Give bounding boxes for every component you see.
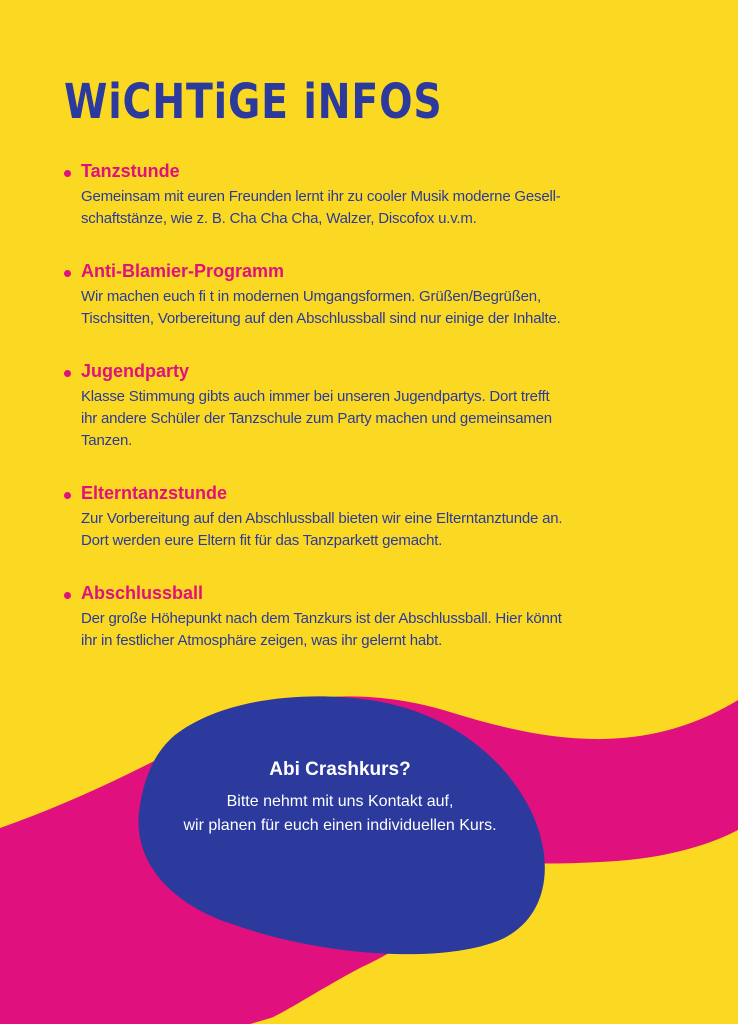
item-body-line: ihr andere Schüler der Tanzschule zum Party machen und gemeinsamen xyxy=(81,410,552,427)
item-body-line: ihr in festlicher Atmosphäre zeigen, was ihr gelernt habt. xyxy=(81,632,443,649)
crashkurs-callout xyxy=(140,758,540,838)
crashkurs-body xyxy=(140,790,540,838)
bullet-icon xyxy=(64,592,71,599)
item-body xyxy=(81,286,664,330)
item-body-line: Dort werden eure Eltern fit für das Tanzparkett gemacht. xyxy=(81,532,443,549)
list-item xyxy=(64,360,664,452)
item-body-line: Tanzen. xyxy=(81,432,133,449)
bullet-icon xyxy=(64,170,71,177)
item-body xyxy=(81,186,664,230)
item-body-line: schaftstänze, wie z. B. Cha Cha Cha, Walzer, Discofox u.v.m. xyxy=(81,210,477,227)
list-item xyxy=(64,260,664,330)
list-item xyxy=(64,582,664,652)
item-body-line: Zur Vorbereitung auf den Abschlussball bieten wir eine Elterntanztunde an. xyxy=(81,510,563,527)
item-title: Abschlussball xyxy=(81,583,204,603)
list-item xyxy=(64,160,664,230)
bullet-icon xyxy=(64,492,71,499)
item-body xyxy=(81,386,664,452)
item-body-line: Gemeinsam mit euren Freunden lernt ihr zu cooler Musik moderne Gesell- xyxy=(81,188,561,205)
crashkurs-line: wir planen für euch einen individuellen Kurs. xyxy=(183,817,497,834)
list-item xyxy=(64,482,664,552)
item-body-line: Wir machen euch fi t in modernen Umgangsformen. Grüßen/Begrüßen, xyxy=(81,288,541,305)
info-list xyxy=(64,160,664,682)
item-title: Tanzstunde xyxy=(81,161,180,181)
item-body-line: Klasse Stimmung gibts auch immer bei unseren Jugendpartys. Dort trefft xyxy=(81,388,550,405)
crashkurs-title: Abi Crashkurs? xyxy=(269,759,411,780)
bullet-icon xyxy=(64,270,71,277)
item-title: Elterntanzstunde xyxy=(81,483,228,503)
crashkurs-line: Bitte nehmt mit uns Kontakt auf, xyxy=(226,793,454,810)
item-body xyxy=(81,508,664,552)
item-body xyxy=(81,608,664,652)
page-title: WiCHTiGE iNFOS xyxy=(64,74,443,130)
item-body-line: Tischsitten, Vorbereitung auf den Abschlussball sind nur einige der Inhalte. xyxy=(81,310,561,327)
item-title: Anti-Blamier-Programm xyxy=(81,261,285,281)
item-title: Jugendparty xyxy=(81,361,190,381)
bullet-icon xyxy=(64,370,71,377)
item-body-line: Der große Höhepunkt nach dem Tanzkurs ist der Abschlussball. Hier könnt xyxy=(81,610,562,627)
